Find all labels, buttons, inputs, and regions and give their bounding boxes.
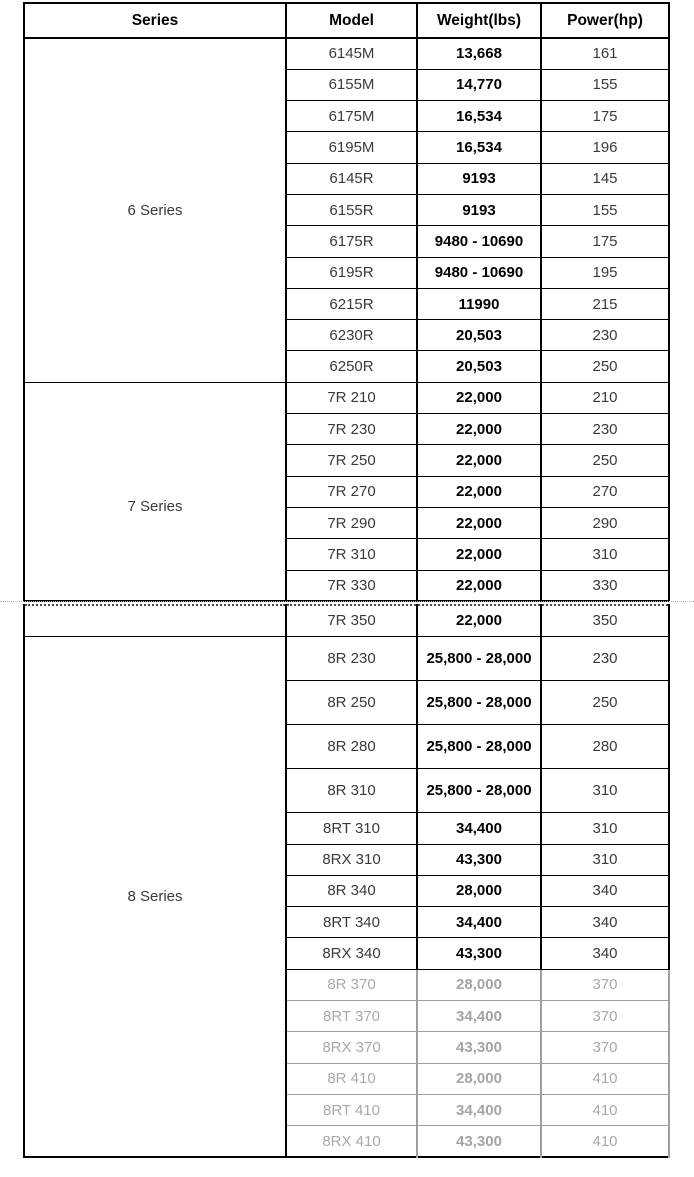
weight-cell: 22,000	[417, 476, 541, 507]
weight-cell: 43,300	[417, 938, 541, 969]
page-break-dotted-line	[0, 601, 694, 602]
model-cell: 7R 250	[286, 445, 417, 476]
power-cell: 175	[541, 101, 669, 132]
model-cell: 8RX 340	[286, 938, 417, 969]
weight-cell: 22,000	[417, 445, 541, 476]
weight-cell: 9193	[417, 163, 541, 194]
weight-cell: 22,000	[417, 539, 541, 570]
column-header-series: Series	[24, 3, 286, 38]
weight-cell: 43,300	[417, 1032, 541, 1063]
weight-cell: 25,800 - 28,000	[417, 680, 541, 724]
weight-cell: 28,000	[417, 969, 541, 1000]
table-row	[24, 636, 669, 680]
weight-cell: 11990	[417, 288, 541, 319]
table-row	[24, 382, 669, 413]
power-cell: 410	[541, 1094, 669, 1125]
model-cell: 7R 310	[286, 539, 417, 570]
weight-cell: 22,000	[417, 605, 541, 636]
model-cell: 8RX 370	[286, 1032, 417, 1063]
model-cell: 6175R	[286, 226, 417, 257]
model-cell: 7R 270	[286, 476, 417, 507]
model-cell: 6145R	[286, 163, 417, 194]
power-cell: 290	[541, 507, 669, 538]
weight-cell: 25,800 - 28,000	[417, 636, 541, 680]
weight-cell: 28,000	[417, 1063, 541, 1094]
power-cell: 340	[541, 938, 669, 969]
power-cell: 370	[541, 1032, 669, 1063]
model-cell: 8R 230	[286, 636, 417, 680]
weight-cell: 9480 - 10690	[417, 226, 541, 257]
power-cell: 340	[541, 907, 669, 938]
weight-cell: 25,800 - 28,000	[417, 724, 541, 768]
model-cell: 8RX 410	[286, 1126, 417, 1157]
model-cell: 6215R	[286, 288, 417, 319]
weight-cell: 22,000	[417, 382, 541, 413]
weight-cell: 34,400	[417, 1094, 541, 1125]
power-cell: 161	[541, 38, 669, 69]
column-header-power-hp: Power(hp)	[541, 3, 669, 38]
weight-cell: 9193	[417, 194, 541, 225]
weight-cell: 20,503	[417, 320, 541, 351]
power-cell: 155	[541, 69, 669, 100]
power-cell: 310	[541, 539, 669, 570]
power-cell: 230	[541, 414, 669, 445]
model-cell: 8RT 340	[286, 907, 417, 938]
model-cell: 7R 330	[286, 570, 417, 601]
power-cell: 310	[541, 769, 669, 813]
power-cell: 250	[541, 680, 669, 724]
power-cell: 230	[541, 636, 669, 680]
power-cell: 330	[541, 570, 669, 601]
power-cell: 250	[541, 445, 669, 476]
weight-cell: 9480 - 10690	[417, 257, 541, 288]
power-cell: 210	[541, 382, 669, 413]
weight-cell: 16,534	[417, 132, 541, 163]
power-cell: 410	[541, 1126, 669, 1157]
model-cell: 6195M	[286, 132, 417, 163]
model-cell: 8RT 370	[286, 1001, 417, 1032]
power-cell: 250	[541, 351, 669, 382]
power-cell: 350	[541, 605, 669, 636]
weight-cell: 22,000	[417, 507, 541, 538]
model-cell: 8R 410	[286, 1063, 417, 1094]
power-cell: 310	[541, 844, 669, 875]
power-cell: 410	[541, 1063, 669, 1094]
weight-cell: 28,000	[417, 875, 541, 906]
column-header-weight-lbs: Weight(lbs)	[417, 3, 541, 38]
power-cell: 196	[541, 132, 669, 163]
model-cell: 6145M	[286, 38, 417, 69]
model-cell: 8RT 410	[286, 1094, 417, 1125]
weight-cell: 20,503	[417, 351, 541, 382]
weight-cell: 22,000	[417, 570, 541, 601]
power-cell: 370	[541, 969, 669, 1000]
table-row	[24, 38, 669, 69]
power-cell: 340	[541, 875, 669, 906]
power-cell: 230	[541, 320, 669, 351]
model-cell: 7R 230	[286, 414, 417, 445]
weight-cell: 34,400	[417, 1001, 541, 1032]
power-cell: 195	[541, 257, 669, 288]
power-cell: 145	[541, 163, 669, 194]
model-cell: 6250R	[286, 351, 417, 382]
power-cell: 310	[541, 813, 669, 844]
model-cell: 6175M	[286, 101, 417, 132]
spec-table-page2	[23, 604, 670, 1158]
column-header-model: Model	[286, 3, 417, 38]
header-row	[24, 3, 669, 38]
model-cell: 8R 280	[286, 724, 417, 768]
spec-table-page1	[23, 2, 670, 602]
power-cell: 280	[541, 724, 669, 768]
model-cell: 6155M	[286, 69, 417, 100]
model-cell: 8R 310	[286, 769, 417, 813]
model-cell: 8R 250	[286, 680, 417, 724]
model-cell: 8R 340	[286, 875, 417, 906]
model-cell: 6155R	[286, 194, 417, 225]
weight-cell: 13,668	[417, 38, 541, 69]
weight-cell: 14,770	[417, 69, 541, 100]
weight-cell: 22,000	[417, 414, 541, 445]
model-cell: 7R 350	[286, 605, 417, 636]
weight-cell: 16,534	[417, 101, 541, 132]
table-row	[24, 605, 669, 636]
weight-cell: 34,400	[417, 813, 541, 844]
model-cell: 7R 290	[286, 507, 417, 538]
model-cell: 8R 370	[286, 969, 417, 1000]
power-cell: 215	[541, 288, 669, 319]
power-cell: 175	[541, 226, 669, 257]
weight-cell: 25,800 - 28,000	[417, 769, 541, 813]
weight-cell: 43,300	[417, 844, 541, 875]
power-cell: 270	[541, 476, 669, 507]
model-cell: 6195R	[286, 257, 417, 288]
series-group-cell-7-series: 7 Series	[24, 382, 286, 601]
weight-cell: 34,400	[417, 907, 541, 938]
model-cell: 6230R	[286, 320, 417, 351]
model-cell: 8RX 310	[286, 844, 417, 875]
power-cell: 370	[541, 1001, 669, 1032]
model-cell: 8RT 310	[286, 813, 417, 844]
weight-cell: 43,300	[417, 1126, 541, 1157]
series-group-cell-6-series: 6 Series	[24, 38, 286, 382]
series-group-cell-empty	[24, 605, 286, 636]
model-cell: 7R 210	[286, 382, 417, 413]
power-cell: 155	[541, 194, 669, 225]
series-group-cell-8-series: 8 Series	[24, 636, 286, 1157]
